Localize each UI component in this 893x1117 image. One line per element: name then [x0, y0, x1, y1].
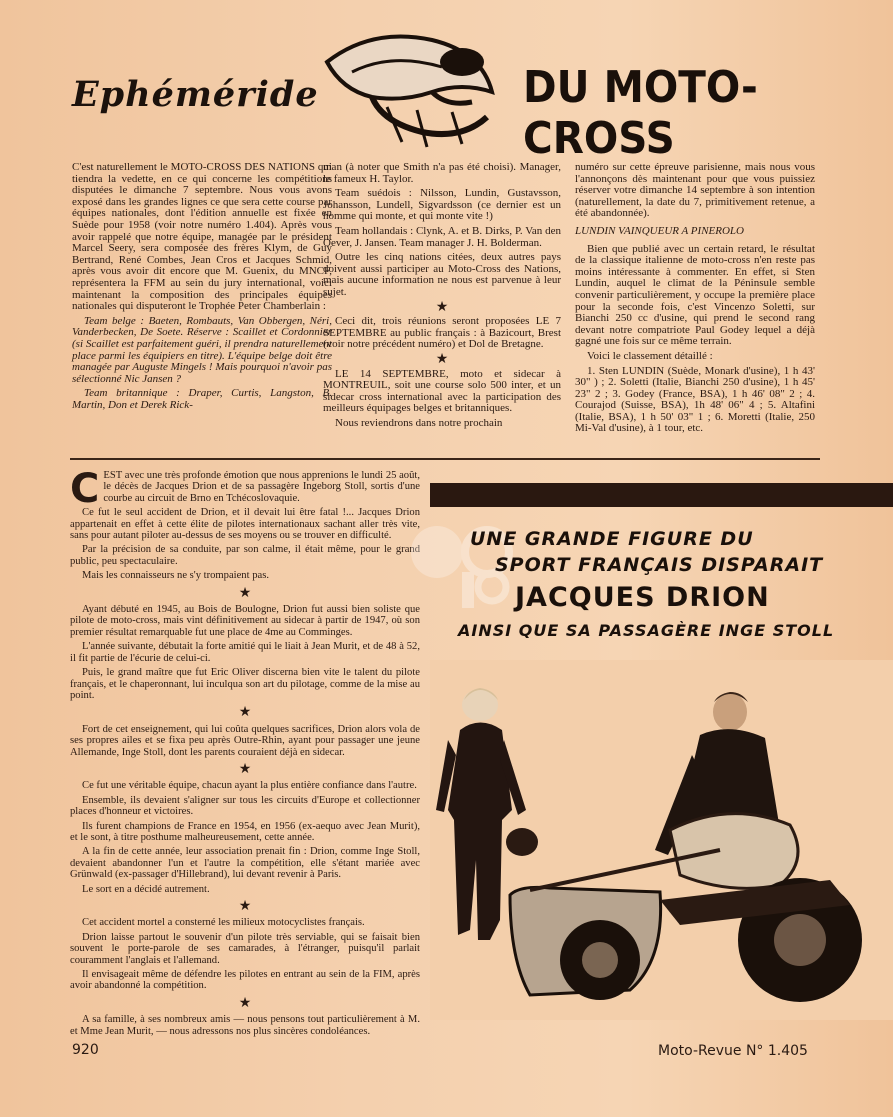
col2-paragraph: Team suédois : Nilsson, Lundin, Gustavsson, Johansson, Lundell, Sigvardsson (ce dernier est un homme qui monte, et qui monte vite !) [323, 187, 561, 223]
drion-stoll-sidecar-photo [430, 660, 893, 1020]
heading-line-1: UNE GRANDE FIGURE DU [470, 528, 754, 550]
dark-band [430, 483, 893, 507]
col3-paragraph: Bien que publié avec un certain retard, le résultat de la classique italienne de moto-cross n'en reste pas moins intéressante à commenter. En effet, si Sten Lundin, auquel le climat de la Péninsule semble convenir particulièrement, y occupe la première place pour la seconde fois, c'est Vincenzo Soletti, sur Bianchi 250 cc d'usine, qui prend le second rang devant notre compatriote Paul Godey lequel a déjà gagné une fois sur ce même terrain. [575, 242, 815, 348]
article-paragraph: Puis, le grand maître que fut Eric Oliver discerna bien vite le talent du pilote français, et le chaperonnant, lui inculqua son art du pilotage, comme de la mise au point. [70, 667, 420, 701]
star-separator: ★ [435, 351, 449, 367]
col3-paragraph: Voici le classement détaillé : [587, 349, 713, 362]
publication-issue: Moto-Revue N° 1.405 [658, 1043, 808, 1059]
col2-paragraph: LE 14 SEPTEMBRE, moto et sidecar à MONTREUIL, soit une course solo 500 inter, et un sidecar cross international avec la participation des meilleurs équipages belges et britanniques. [323, 367, 561, 415]
col3-paragraph: 1. Sten LUNDIN (Suède, Monark d'usine), 1 h 43' 30" ) ; 2. Soletti (Italie, Bianchi 250 d'usine), 1 h 45' 23" 2 ; 3. Godey (France, BSA), 1 h 46' 08" 2 ; 4. Courajod (Suisse, BSA), 1h 48' 06" 4 ; 5. Altafini (Italie, BSA), 1 h 50' 03" 1 ; 6. Moretti (Italie, 250 Mi-Val d'usine), à 1 tour, etc. [575, 364, 815, 435]
article-paragraph: Par la précision de sa conduite, par son calme, il était même, pour le grand public, peu spectaculaire. [70, 544, 420, 567]
col2-paragraph: Outre les cinq nations citées, deux autres pays doivent aussi participer au Moto-Cross des Nations, mais aucune information ne nous est parvenue à leur sujet. [323, 251, 561, 298]
article-paragraph: Ce fut une véritable équipe, chacun ayant la plus entière confiance dans l'autre. [82, 780, 417, 792]
article-paragraph: A sa famille, à ses nombreux amis — nous pensons tout particulièrement à M. et Mme Jean Murit, — nous adressons nos plus sincères condoléances. [70, 1014, 420, 1037]
header-title-moto-cross: DU MOTO-CROSS [523, 62, 758, 164]
article-paragraph: Fort de cet enseignement, qui lui coûta quelques sacrifices, Drion alors vola de ses propres ailes et se fixa peu après Outre-Rhin, ayant pour passager une jeune Allemande, Inge Stoll, dont les parents couraient déjà en sidecar. [70, 723, 420, 758]
col3-paragraph: numéro sur cette épreuve parisienne, mais nous vous l'annonçons dès maintenant pour que vous puissiez réserver votre dimanche 14 septembre à son intention (naturellement, la date du 7, primitivement retenue, a été abandonnée). [575, 161, 815, 220]
col2-paragraph: Nous reviendrons dans notre prochain [335, 416, 503, 429]
star-separator: ★ [238, 761, 252, 777]
article-paragraph: Drion laisse partout le souvenir d'un pilote très serviable, qui se faisait bien souvent le porte-parole de ses camarades, à l'étranger, puisqu'il parlait couramment l'anglais et l'allemand. [70, 931, 420, 966]
col1-paragraph: Team belge : Baeten, Rombauts, Van Obbergen, Néri, Vanderbecken, De Soete. Réserve : Scaillet et Cordonnier (si Scaillet est parfaitement guéri, il prendra naturellement place parmi les équipiers en titre). L'équipe belge doit être managée par Auguste Mingels ! Mais pourquoi n'avoir pas sélectionné Nic Jansen ? [72, 314, 332, 385]
article-paragraph: L'année suivante, débutait la forte amitié qui le liait à Jean Murit, et de 48 à 52, il fit partie de l'écurie de celui-ci. [70, 641, 420, 664]
column-3 [575, 162, 815, 438]
section-divider [70, 458, 820, 460]
star-separator: ★ [238, 899, 252, 914]
article-paragraph: Ils furent champions de France en 1954, en 1956 (ex-aequo avec Jean Murit), et le sont, à titre posthume malheureusement, cette année. [70, 820, 420, 843]
star-separator: ★ [238, 995, 252, 1011]
article-paragraph: Ayant débuté en 1945, au Bois de Boulogne, Drion fut aussi bien soliste que pilote de moto-cross, mais vint définitivement au sidecar à partir de 1947, où son premier résultat remarquable fut une place de 4me au Comminges. [70, 604, 420, 638]
header-title-ephemeride: Ephéméride [72, 74, 319, 115]
col2-paragraph: Team hollandais : Clynk, A. et B. Dirks, P. Van den Oever, J. Jansen. Team manager J. H. Bolderman. [323, 224, 561, 249]
page-number: 920 [72, 1042, 99, 1058]
article-paragraph: Ensemble, ils devaient s'aligner sur tous les circuits d'Europe et collectionner places d'honneur et victoires. [70, 794, 420, 818]
article-paragraph: Mais les connaisseurs ne s'y trompaient pas. [82, 570, 269, 582]
heading-line-2: SPORT FRANÇAIS DISPARAIT [495, 554, 824, 576]
column-2 [323, 162, 561, 432]
column-1 [72, 162, 332, 414]
star-separator: ★ [435, 299, 449, 315]
article-paragraph: Le sort en a décidé autrement. [82, 883, 210, 895]
star-separator: ★ [238, 585, 252, 601]
heading-line-3: JACQUES DRION [515, 582, 770, 613]
heading-line-4: AINSI QUE SA PASSAGÈRE INGE STOLL [458, 621, 835, 640]
col2-paragraph: Ceci dit, trois réunions seront proposées LE 7 SEPTEMBRE au public français : à Bazicourt, Brest (voir notre précédent numéro) et Dol de Bretagne. [323, 315, 561, 351]
helmet-goggles-illustration [312, 22, 502, 152]
article-paragraph: A la fin de cette année, leur association prenait fin : Drion, comme Inge Stoll, devaient abandonner l'un et l'autre la compétition, elle s'étant mariée avec Grünwald (ex-passager d'Hillebrand), lui devant revenir à Paris. [70, 846, 420, 881]
article-paragraph: Ce fut le seul accident de Drion, et il devait lui être fatal !... Jacques Drion appartenait en effet à cette élite de pilotes internationaux sachant aller très vite, sans pour autant piloter au-dessus de ses moyens ou se trouver en difficulté. [70, 507, 420, 542]
article-paragraph: Il envisageait même de défendre les pilotes en entrant au sein de la FIM, après avoir abandonné la compétition. [70, 969, 420, 992]
drion-heading [440, 528, 840, 640]
article-lead: CEST avec une très profonde émotion que nous apprenions le lundi 25 août, le décès de Jacques Drion et de sa passagère Ingeborg Stoll, sortis d'une courbe au circuit de Brno en Tchécoslovaquie. [70, 466, 420, 512]
col1-paragraph: C'est naturellement le MOTO-CROSS DES NATIONS qui tiendra la vedette, en ce qui concerne les compétitions disputées le dimanche 7 septembre. Nous vous avons exposé dans les grandes lignes ce que sera cette course par équipes nationales, dont l'édition annuelle est fixée en Suède pour 1958 (voir notre numéro 1.404). Après vous avoir rappelé que notre équipe, managée par le président Marcel Seery, sera composée des frères Klym, de Guy Bertrand, René Combes, Jean Cros et Jacques Schmid, après vous avoir dit encore que M. Guenix, du MNCF, représentera la FFM au sein du jury international, voici maintenant la composition des principales équipes nationales qui disputeront le Trophée Peter Chamberlain : [72, 161, 332, 313]
col2-paragraph: man (à noter que Smith n'a pas été choisi). Manager, le fameux H. Taylor. [323, 161, 561, 185]
article-paragraph: Cet accident mortel a consterné les milieux motocyclistes français. [82, 917, 365, 929]
drion-article [70, 466, 420, 1040]
star-separator: ★ [238, 705, 252, 721]
col1-paragraph: Team britannique : Draper, Curtis, Langston, B. Martin, Don et Derek Rick- [72, 387, 332, 411]
col3-subheading: LUNDIN VAINQUEUR A PINEROLO [575, 224, 744, 237]
dropcap: C [70, 466, 100, 512]
